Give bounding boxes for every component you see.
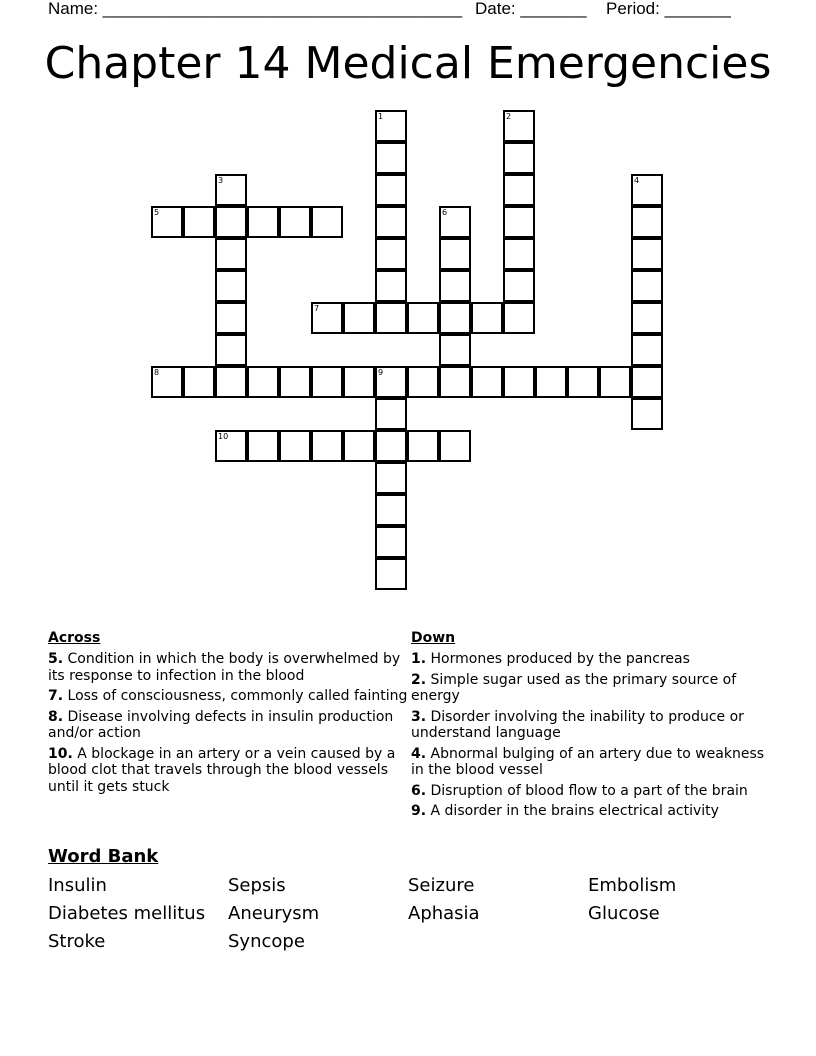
crossword-cell[interactable] — [375, 558, 407, 590]
down-clue — [411, 746, 771, 779]
clue-number-label: 1. — [411, 651, 427, 667]
crossword-cell[interactable] — [375, 174, 407, 206]
crossword-cell[interactable] — [439, 302, 471, 334]
crossword-cell[interactable] — [375, 142, 407, 174]
crossword-cell[interactable] — [375, 206, 407, 238]
clue-number-label: 10. — [48, 745, 73, 762]
crossword-cell[interactable] — [439, 238, 471, 270]
crossword-cell[interactable] — [279, 366, 311, 398]
crossword-cell[interactable] — [375, 494, 407, 526]
crossword-cell[interactable] — [311, 206, 343, 238]
clue-number-label: 9. — [411, 803, 427, 819]
crossword-cell[interactable] — [407, 302, 439, 334]
clue-number-label: 8. — [48, 708, 64, 725]
crossword-cell[interactable] — [247, 206, 279, 238]
down-clue — [411, 803, 771, 820]
crossword-cell[interactable] — [247, 366, 279, 398]
crossword-cell[interactable] — [631, 206, 663, 238]
crossword-cell[interactable] — [439, 334, 471, 366]
word-bank-item: Embolism — [588, 875, 677, 896]
down-clue-list — [411, 651, 771, 820]
crossword-cell[interactable] — [343, 430, 375, 462]
crossword-cell[interactable] — [215, 430, 247, 462]
clue-text: Abnormal bulging of an artery due to weakness in the blood vessel — [411, 745, 765, 778]
down-clue — [411, 783, 771, 800]
across-clue — [48, 688, 408, 705]
crossword-cell[interactable] — [215, 238, 247, 270]
crossword-cell[interactable] — [567, 366, 599, 398]
across-clue — [48, 651, 408, 684]
crossword-cell[interactable] — [375, 110, 407, 142]
clue-number-label: 4. — [411, 745, 427, 762]
down-heading: Down — [411, 630, 456, 646]
crossword-cell[interactable] — [439, 270, 471, 302]
crossword-cell[interactable] — [375, 302, 407, 334]
crossword-cell[interactable] — [375, 270, 407, 302]
crossword-cell[interactable] — [631, 174, 663, 206]
clue-number: 2 — [506, 112, 512, 121]
crossword-cell[interactable] — [631, 238, 663, 270]
crossword-cell[interactable] — [631, 366, 663, 398]
crossword-cell[interactable] — [215, 206, 247, 238]
crossword-cell[interactable] — [439, 430, 471, 462]
crossword-cell[interactable] — [215, 174, 247, 206]
word-bank-item: Seizure — [408, 875, 475, 896]
crossword-cell[interactable] — [407, 430, 439, 462]
clue-number: 6 — [442, 208, 448, 217]
clue-number: 1 — [378, 112, 384, 121]
down-clue — [411, 672, 771, 705]
word-bank-item: Glucose — [588, 903, 660, 924]
clue-text: Disease involving defects in insulin production and/or action — [48, 708, 394, 741]
down-clues — [411, 629, 771, 824]
crossword-cell[interactable] — [631, 302, 663, 334]
clue-number: 5 — [154, 208, 160, 217]
name-field[interactable]: Name: ______________________________________ — [48, 0, 463, 18]
clue-number-label: 2. — [411, 671, 427, 688]
clue-number-label: 6. — [411, 782, 427, 799]
clue-text: Simple sugar used as the primary source of energy — [411, 671, 737, 704]
crossword-cell[interactable] — [375, 462, 407, 494]
crossword-cell[interactable] — [151, 366, 183, 398]
clue-number: 10 — [218, 432, 229, 441]
crossword-cell[interactable] — [631, 270, 663, 302]
crossword-cell[interactable] — [535, 366, 567, 398]
crossword-cell[interactable] — [215, 270, 247, 302]
clue-number: 9 — [378, 368, 384, 377]
clue-number: 8 — [154, 368, 160, 377]
across-clues — [48, 629, 408, 799]
crossword-cell[interactable] — [599, 366, 631, 398]
crossword-cell[interactable] — [311, 302, 343, 334]
crossword-cell[interactable] — [279, 206, 311, 238]
crossword-cell[interactable] — [215, 302, 247, 334]
crossword-cell[interactable] — [247, 430, 279, 462]
clue-number: 7 — [314, 304, 320, 313]
crossword-cell[interactable] — [375, 430, 407, 462]
clue-text: A disorder in the brains electrical activity — [426, 803, 719, 819]
crossword-cell[interactable] — [471, 302, 503, 334]
word-bank-item: Syncope — [228, 931, 305, 952]
word-bank-item: Aphasia — [408, 903, 480, 924]
page-title: Chapter 14 Medical Emergencies — [44, 38, 772, 89]
word-bank-item: Diabetes mellitus — [48, 903, 206, 924]
clue-number: 3 — [218, 176, 224, 185]
across-heading: Across — [48, 630, 101, 646]
crossword-cell[interactable] — [471, 366, 503, 398]
crossword-cell[interactable] — [503, 142, 535, 174]
crossword-cell[interactable] — [151, 206, 183, 238]
across-clue — [48, 746, 408, 796]
clue-text: Disruption of blood flow to a part of the brain — [426, 782, 748, 799]
down-clue — [411, 709, 771, 742]
crossword-cell[interactable] — [279, 430, 311, 462]
word-bank-item: Aneurysm — [228, 903, 320, 924]
crossword-cell[interactable] — [503, 366, 535, 398]
crossword-cell[interactable] — [375, 398, 407, 430]
clue-number-label: 5. — [48, 651, 64, 667]
crossword-cell[interactable] — [503, 302, 535, 334]
across-clue-list — [48, 651, 408, 795]
crossword-cell[interactable] — [375, 366, 407, 398]
crossword-cell[interactable] — [215, 366, 247, 398]
crossword-cell[interactable] — [439, 366, 471, 398]
clue-number: 4 — [634, 176, 640, 185]
crossword-cell[interactable] — [183, 366, 215, 398]
crossword-cell[interactable] — [503, 206, 535, 238]
clue-text: Hormones produced by the pancreas — [426, 651, 690, 667]
clue-text: Disorder involving the inability to produce or understand language — [411, 708, 744, 741]
crossword-cell[interactable] — [503, 174, 535, 206]
crossword-cell[interactable] — [631, 334, 663, 366]
crossword-cell[interactable] — [343, 302, 375, 334]
crossword-cell[interactable] — [439, 206, 471, 238]
word-bank-item: Sepsis — [228, 875, 286, 896]
date-field[interactable]: Date: _______ — [475, 0, 587, 18]
crossword-cell[interactable] — [503, 270, 535, 302]
word-bank-item: Insulin — [48, 875, 107, 896]
crossword-cell[interactable] — [183, 206, 215, 238]
crossword-cell[interactable] — [375, 238, 407, 270]
clue-number-label: 3. — [411, 708, 427, 725]
crossword-cell[interactable] — [503, 110, 535, 142]
period-field[interactable]: Period: _______ — [606, 0, 731, 18]
clue-text: Loss of consciousness, commonly called fainting — [63, 688, 408, 704]
down-clue — [411, 651, 771, 668]
word-bank-title: Word Bank — [48, 846, 159, 867]
crossword-cell[interactable] — [311, 430, 343, 462]
clue-text: Condition in which the body is overwhelmed by its response to infection in the blood — [48, 651, 401, 684]
crossword-cell[interactable] — [311, 366, 343, 398]
across-clue — [48, 709, 408, 742]
clue-text: A blockage in an artery or a vein caused by a blood clot that travels through the blood vessels until it gets stuck — [48, 745, 396, 795]
crossword-cell[interactable] — [631, 398, 663, 430]
crossword-cell[interactable] — [375, 526, 407, 558]
word-bank-item: Stroke — [48, 931, 106, 952]
crossword-cell[interactable] — [407, 366, 439, 398]
crossword-cell[interactable] — [503, 238, 535, 270]
crossword-cell[interactable] — [215, 334, 247, 366]
crossword-cell[interactable] — [343, 366, 375, 398]
clue-number-label: 7. — [48, 688, 64, 704]
